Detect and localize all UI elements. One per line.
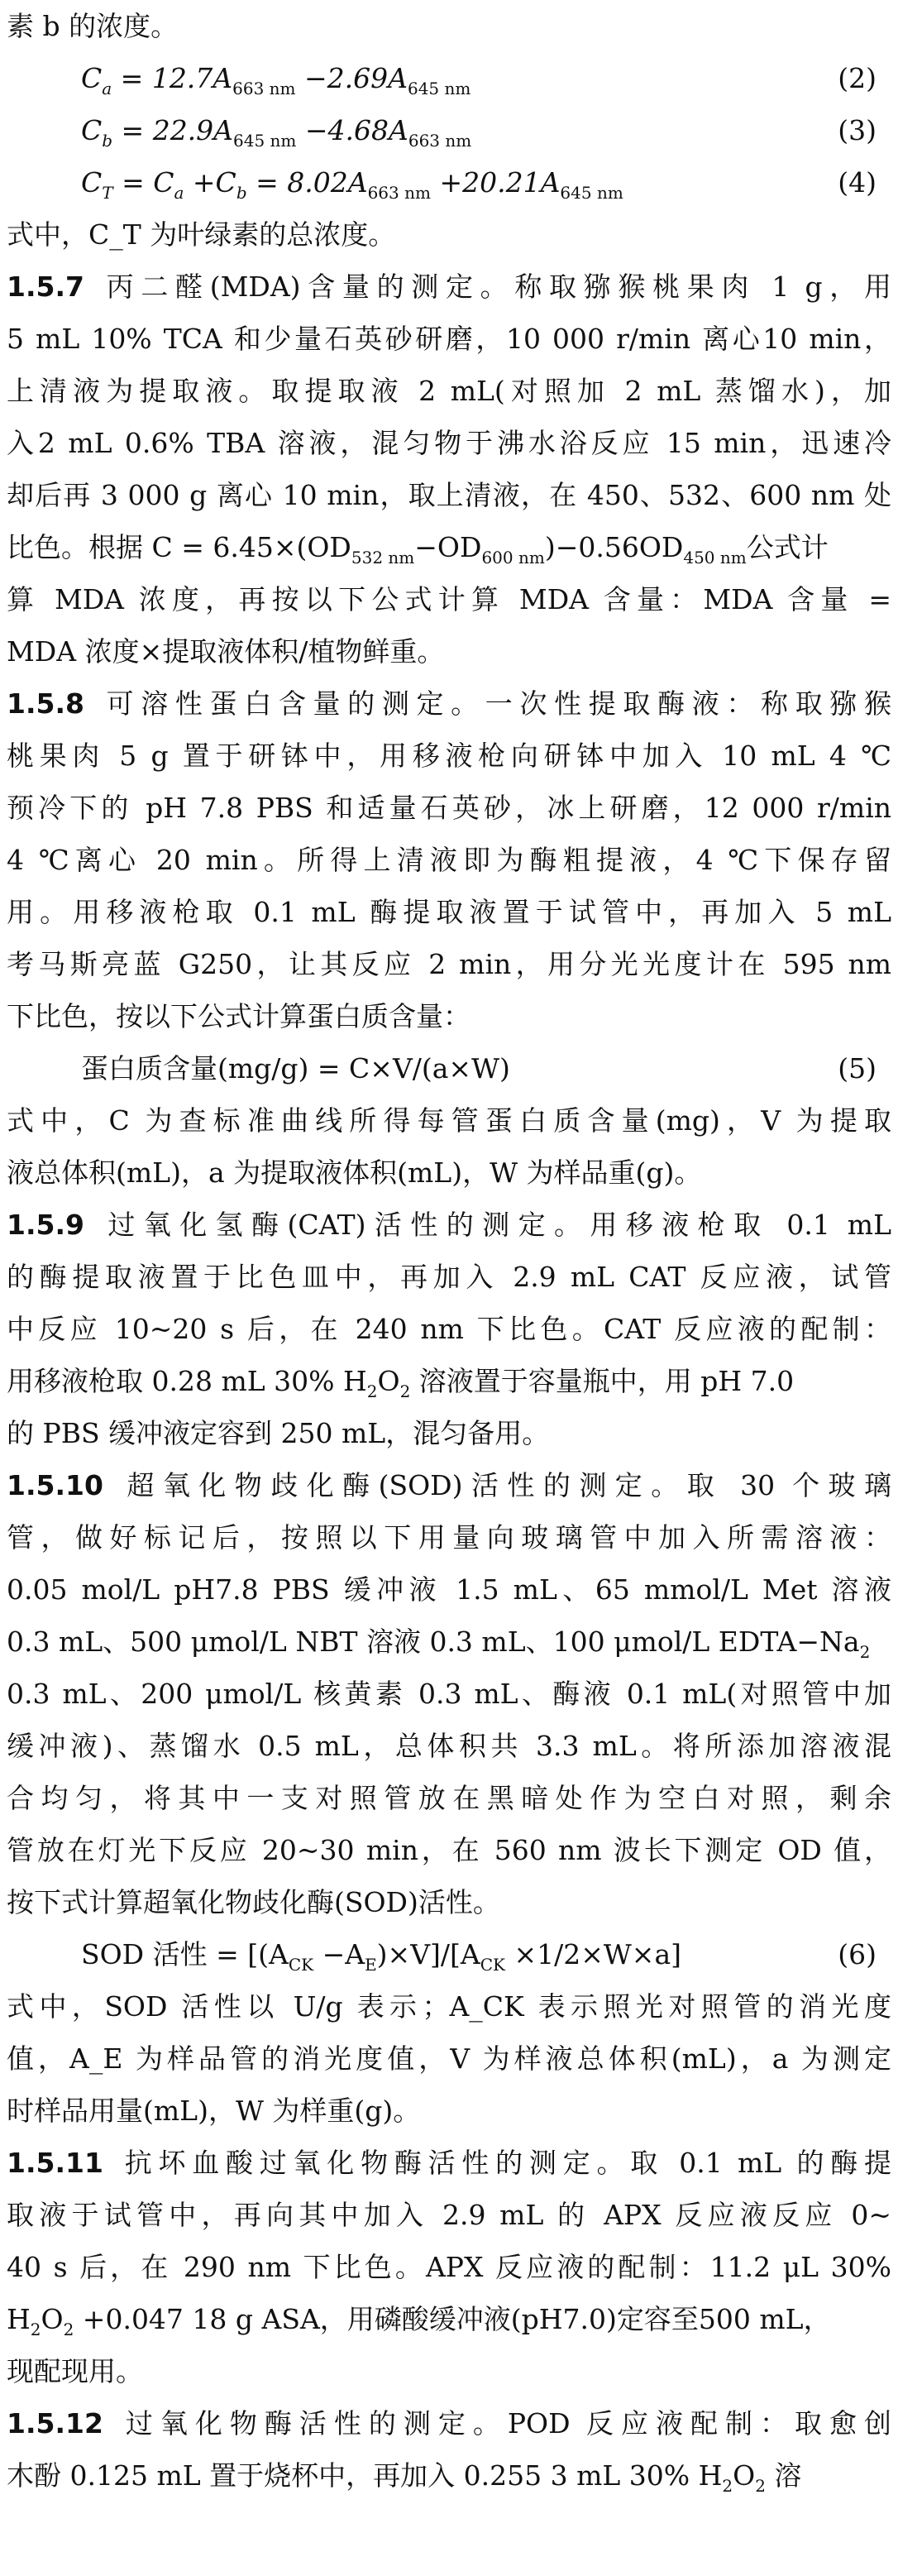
text-line: 液总体积(mL)，a 为提取液体积(mL)，W 为样品重(g)。 — [7, 1156, 702, 1189]
text-line: 4 ℃离心 20 min。所得上清液即为酶粗提液，4 ℃下保存留 — [7, 844, 891, 876]
equation-number: (6) — [838, 1938, 877, 1970]
text-line: 素 b 的浓度。 — [7, 10, 179, 42]
text-line: 的酶提取液置于比色皿中，再加入 2.9 mL CAT 反应液，试管 — [7, 1261, 891, 1293]
text-line: 却后再 3 000 g 离心 10 min，取上清液，在 450、532、600 nm 处 — [7, 479, 891, 511]
text-line: 0.3 mL、200 μmol/L 核黄素 0.3 mL、酶液 0.1 mL(对照管中加 — [7, 1678, 891, 1710]
text-line: 合均匀，将其中一支对照管放在黑暗处作为空白对照，剩余 — [7, 1782, 891, 1814]
text-line: MDA 浓度×提取液体积/植物鲜重。 — [7, 635, 445, 668]
text-line: 现配现用。 — [7, 2355, 143, 2387]
text-line: 0.05 mol/L pH7.8 PBS 缓冲液 1.5 mL、65 mmol/L Met 溶液 — [7, 1573, 891, 1606]
text-line: 管放在灯光下反应 20~30 min，在 560 nm 波长下测定 OD 值， — [7, 1834, 891, 1866]
equation-6: SOD 活性 = $[(A_{CK} -A_E)\times V]/[A_{CK} \times 1/2\times W\times a]$ (6) — [7, 1928, 891, 1980]
section-heading-1-5-11: 1.5.11 抗坏血酸过氧化物酶活性的测定。取 0.1 mL 的酶提 — [7, 2147, 891, 2179]
text-line: 考马斯亮蓝 G250，让其反应 2 min，用分光光度计在 595 nm — [7, 948, 891, 980]
equation-5: 蛋白质含量(mg/g) = C×V/(a×W) (5) — [7, 1042, 891, 1094]
text-line: 中反应 10~20 s 后，在 240 nm 下比色。CAT 反应液的配制： — [7, 1313, 891, 1345]
text-line: 的 PBS 缓冲液定容到 250 mL，混匀备用。 — [7, 1417, 550, 1449]
text-line: 用移液枪取 0.28 mL 30% $H_2O_2$ 溶液置于容量瓶中，用 pH 7.0 — [7, 1365, 795, 1401]
equation-number: (4) — [838, 166, 877, 199]
equation-4: $C_T = C_a +C_b = 8.02A_{663 nm} +20.21A_{645 nm}$ (4) — [7, 156, 891, 208]
text-line: 式中，C 为查标准曲线所得每管蛋白质含量(mg)，V 为提取 — [7, 1104, 891, 1137]
text-line: 桃果肉 5 g 置于研钵中，用移液枪向研钵中加入 10 mL 4 ℃ — [7, 740, 891, 772]
text-line: 算 MDA 浓度，再按以下公式计算 MDA 含量：MDA 含量 = — [7, 583, 891, 615]
paper-page — [7, 0, 891, 2502]
text-line: 预冷下的 pH 7.8 PBS 和适量石英砂，冰上研磨，12 000 r/min — [7, 792, 891, 824]
equation-number: (3) — [838, 114, 877, 146]
text-line: 管，做好标记后，按照以下用量向玻璃管中加入所需溶液： — [7, 1521, 891, 1554]
text-line: 入2 mL 0.6% TBA 溶液，混匀物于沸水浴反应 15 min，迅速冷 — [7, 427, 891, 459]
section-heading-1-5-9: 1.5.9 过氧化氢酶(CAT)活性的测定。用移液枪取 0.1 mL — [7, 1209, 891, 1241]
equation-3: $C_b = 22.9A_{645 nm} -4.68A_{663 nm}$ (3) — [7, 104, 891, 156]
text-line: 木酚 0.125 mL 置于烧杯中，再加入 0.255 3 mL 30% $H_2O_2$ 溶 — [7, 2459, 802, 2496]
text-line: 0.3 mL、500 μmol/L NBT 溶液 0.3 mL、100 μmol/L $EDTA-Na_2$ — [7, 1626, 871, 1662]
section-heading-1-5-12: 1.5.12 过氧化物酶活性的测定。POD 反应液配制：取愈创 — [7, 2407, 891, 2440]
text-line: 比色。根据 $C = 6.45\times(OD_{532 nm}-OD_{600 nm})-0.56OD_{450 nm}$公式计 — [7, 531, 829, 567]
equation-number: (5) — [838, 1052, 877, 1085]
text-line: 式中，SOD 活性以 U/g 表示；A_CK 表示照光对照管的消光度 — [7, 1990, 891, 2023]
text-line: $H_2O_2 +0.047$ 18 g ASA，用磷酸缓冲液(pH7.0)定容至500 mL， — [7, 2303, 831, 2339]
text-line: 时样品用量(mL)，W 为样重(g)。 — [7, 2095, 421, 2127]
text-line: 值，A_E 为样品管的消光度值，V 为样液总体积(mL)，a 为测定 — [7, 2042, 891, 2075]
text-line: 式中，C_T 为叶绿素的总浓度。 — [7, 218, 396, 251]
section-heading-1-5-10: 1.5.10 超氧化物歧化酶(SOD)活性的测定。取 30 个玻璃 — [7, 1469, 891, 1501]
section-heading-1-5-8: 1.5.8 可溶性蛋白含量的测定。一次性提取酶液：称取猕猴 — [7, 687, 891, 720]
text-line: 下比色，按以下公式计算蛋白质含量： — [7, 1000, 470, 1032]
text-line: 上清液为提取液。取提取液 2 mL(对照加 2 mL 蒸馏水)，加 — [7, 375, 891, 407]
text-line: 取液于试管中，再向其中加入 2.9 mL 的 APX 反应液反应 0~ — [7, 2199, 891, 2231]
text-line: 按下式计算超氧化物歧化酶(SOD)活性。 — [7, 1886, 500, 1918]
text-line: 用。用移液枪取 0.1 mL 酶提取液置于试管中，再加入 5 mL — [7, 896, 891, 928]
section-heading-1-5-7: 1.5.7 丙二醛(MDA)含量的测定。称取猕猴桃果肉 1 g，用 — [7, 271, 891, 303]
text-line: 缓冲液)、蒸馏水 0.5 mL，总体积共 3.3 mL。将所添加溶液混 — [7, 1730, 891, 1762]
equation-2: $C_a = 12.7A_{663 nm} -2.69A_{645 nm}$ (2) — [7, 52, 891, 104]
text-line: 40 s 后，在 290 nm 下比色。APX 反应液的配制：11.2 μL 30% — [7, 2251, 891, 2283]
text-line: 5 mL 10% TCA 和少量石英砂研磨，10 000 r/min 离心10 min， — [7, 323, 891, 355]
equation-number: (2) — [838, 62, 877, 94]
